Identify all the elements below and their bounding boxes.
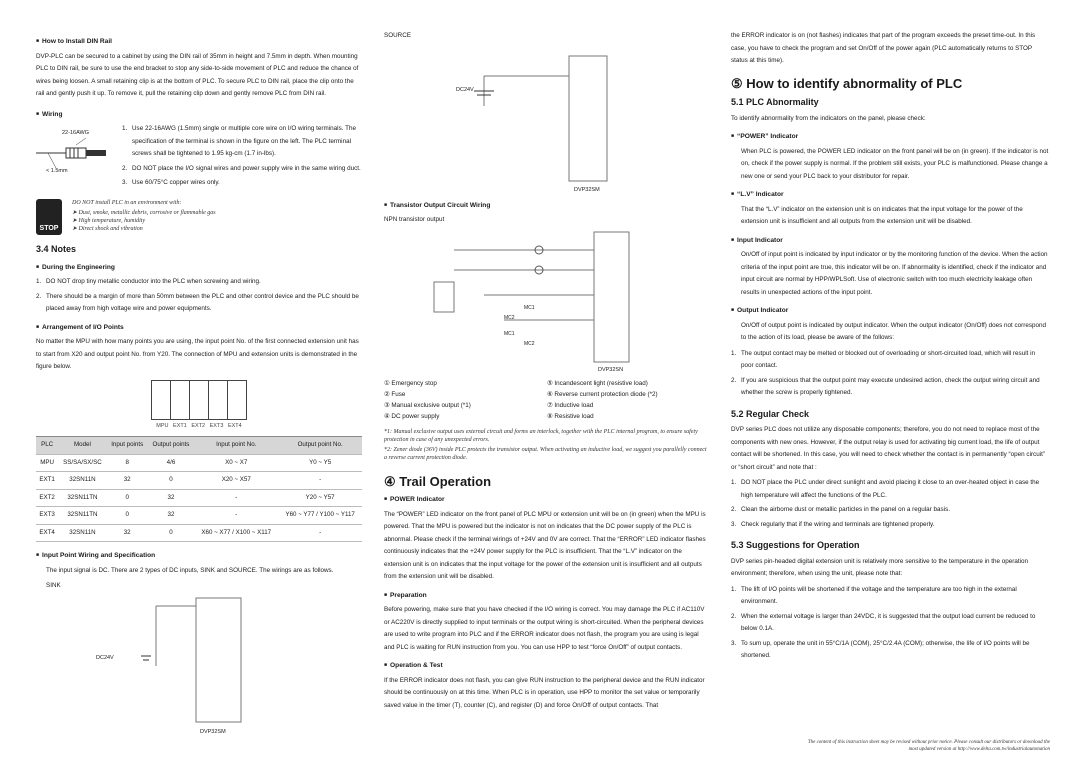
unit-box [209, 380, 228, 420]
stop-sign-icon: STOP [36, 199, 62, 235]
warning-block [36, 199, 362, 235]
output-indicator-text: On/Off of output point is indicated by output indicator. When the output indicator (On/Off) does not correspond to the action of its load, please be aware of the follows: [741, 321, 1046, 341]
unit-box [190, 380, 209, 420]
wiring-item: 3. Use 60/75°C copper wires only. [122, 179, 220, 186]
table-row: EXT4 32SN11N 32 0 X60 ~ X77 / X100 ~ X117 - [36, 524, 362, 542]
column-1 [36, 30, 362, 746]
optest-text: If the ERROR indicator does not flash, you can give RUN instruction to the peripheral device and the RUN indicator should be continuously on at this time. When PLC is in operation, use HPP to monitor the set value or temporarily saved value in the timer (T), counter (C), and register (D) and force On/Off of output contacts. That [384, 676, 705, 709]
section-5-2: 5.2 Regular Check [731, 408, 810, 419]
suggestion-item: 3. To sum up, operate the unit in 55°C/1A (COM), 25°C/2.4A (COM); otherwise, the life of I/O points will be shortened. [731, 639, 1030, 659]
check-item: 3. Check regularly that if the wiring and terminals are tightened properly. [731, 520, 935, 528]
input-indicator-heading: ■ Input Indicator [731, 235, 1049, 248]
wiring-heading: ■ Wiring [36, 109, 362, 122]
power-text: The “POWER” LED indicator on the front panel of PLC MPU or extension unit will be on (in green) when the MPU is powered. That the MPU is powered but the indicator is not on indicates that the DC power supply of the PLC is abnormal. Please check if the terminal wirings of +24V and 0V are correct. That the “ERROR” LED indicator flashes continuously indicates that the +24V power supply for the PLC is insufficient. That the “L.V” indicator on the extension unit is on indicates that the input voltage for the power of the extension unit is insufficient and all outputs from the extension unit will be disabled. [384, 510, 706, 580]
legend-item: ④ DC power supply [384, 412, 440, 420]
abnormality-heading: ⑤ How to identify abnormality of PLC [731, 75, 963, 91]
check-item: 1. DO NOT place the PLC under direct sunlight and avoid placing it close to an over-heated object in case the high temperature will affect the functions of the PLC. [731, 479, 1040, 499]
section-5-1: 5.1 PLC Abnormality [731, 97, 819, 107]
column-3 [731, 30, 1049, 665]
engineering-heading: ■ During the Engineering [36, 262, 362, 275]
engineering-item: 2. There should be a margin of more than 50mm between the PLC and other control device and the PLC should be placed away from high voltage wire and power equipments. [36, 292, 359, 312]
note-1: *1: Manual exclusive output uses external circuit and forms an interlock, together with the PLC internal program, to ensure safety protection in case of any unexpected errors. [384, 428, 698, 443]
wiring-block [36, 123, 362, 193]
section-5-3: 5.3 Suggestions for Operation [731, 540, 860, 550]
input-heading: ■ Input Point Wiring and Specification [36, 550, 362, 563]
output-item: 2. If you are suspicious that the output point may execute undesired action, check the output wiring circuit and whether the screw is properly tightened. [731, 376, 1040, 396]
wiring-list [122, 123, 362, 193]
legend-item: ⑦ Inductive load [547, 401, 594, 409]
wire-mm-label: < 1.5mm [46, 168, 68, 174]
section-5-3-text: DVP series pin-headed digital extension unit is relatively more sensitive to the temperature in the operation environment; therefore, when using the unit, please note that: [731, 557, 1029, 577]
mc-label: MC1 [524, 304, 535, 311]
legend-item: ⑧ Resistive load [547, 412, 594, 420]
warning-item: ➤ Dust, smoke, metallic debris, corrosive or flammable gas [72, 210, 216, 216]
legend-item: ⑥ Reverse current protection diode (*2) [547, 390, 658, 398]
wiring-item: 1. Use 22-16AWG (1.5mm) single or multiple core wire on I/O wiring terminals. The specification of the terminal is shown in the figure on the left. The PLC terminal screws shall be tightened to 1.95 kg-cm (1.7 in-lbs). [122, 125, 356, 157]
wiring-item: 2. DO NOT place the I/O signal wires and power supply wire in the same wiring duct. [122, 164, 361, 172]
power-indicator-heading: ■ “POWER” Indicator [731, 131, 1049, 144]
source-dc-label: DC24V [456, 86, 474, 93]
sink-label: SINK [46, 582, 61, 589]
sink-diagram [96, 596, 296, 746]
source-label: SOURCE [384, 32, 411, 39]
source-diagram [384, 46, 710, 194]
unit-box [228, 380, 247, 420]
lv-indicator-text: That the “L.V” indicator on the extension unit is on indicates that the input voltage for the power of the extension unit is insufficient and all outputs from the extension unit will be disabled. [741, 205, 1023, 225]
prep-text: Before powering, make sure that you have checked if the I/O wiring is correct. You may damage the PLC if AC110V or AC220V is directly supplied to input terminals or the output wiring is short-circuited. When the peripheral devices are used to write program into PLC and if the ERROR indicator does not flash, the program you are using is legal and PLC is waiting for RUN instruction from you. You can use HPP to test “force On/Off” of output contacts. [384, 606, 705, 651]
power-indicator-text: When PLC is powered, the POWER LED indicator on the front panel will be on (in green). If the indicator is not on, check if the power supply is normal. If the problem still exists, your PLC is malfunctioned. Please change a new one or send your PLC back to your distributor for repair. [741, 147, 1049, 180]
lv-indicator-heading: ■ “L.V” Indicator [731, 189, 1049, 202]
warning-list [72, 199, 216, 235]
legend-item: ① Emergency stop [384, 379, 437, 387]
sink-wiring-svg [96, 596, 296, 736]
unit-boxes [151, 380, 247, 420]
output-item: 1. The output contact may be melted or blocked out of overloading or short-circuited load, which will result in poor contact. [731, 349, 1036, 369]
note-2: *2: Zener diode (36V) inside PLC protects the transistor output. When activating an inductive load, we suggest you parallelly connect a reverse current protection diode. [384, 446, 707, 461]
notes-heading: 3.4 Notes [36, 244, 77, 254]
legend-item: ⑤ Incandescent light (resistive load) [547, 379, 648, 387]
prep-heading: ■ Preparation [384, 590, 710, 603]
check-item: 2. Clean the airborne dust or metallic particles in the panel on a regular basis. [731, 506, 950, 513]
input-indicator-text: On/Off of input point is indicated by input indicator or by the monitoring function of the device. When the action criteria of the input point are true, this indicator will be on. If abnormality is identified, check if the indicator and input circuit are normal by HPP/WPLSoft. Use of electronic switch with too much electricity leakage often results in unexpected actions of the input point. [741, 251, 1048, 296]
din-text: DVP-PLC can be secured to a cabinet by using the DIN rail of 35mm in height and 7.5mm in depth. When mounting PLC to DIN rail, be sure to use the end bracket to stop any side-to-side movement of PLC and reduce the chance of wires being loosen. A small retaining clip is at the bottom of PLC. To secure PLC to DIN rail, place the clip onto the rail and gently push it up. To remove it, pull the retaining clip down and gently remove PLC from DIN rail. [36, 52, 359, 97]
din-heading: ■ How to Install DIN Rail [36, 36, 362, 49]
sink-model-label: DVP32SM [200, 728, 226, 735]
table-row: MPU SS/SA/SX/SC 8 4/6 X0 ~ X7 Y0 ~ Y5 [36, 454, 362, 472]
section-5-2-text: DVP series PLC does not utilize any disposable components; therefore, you do not need to replace most of the components with new ones. However, if the output relay is used for activating big current load, the life of output contact will be shortened. In this case, you will need to check whether the contact is in permanently “open circuit” or “short circuit” and note that : [731, 426, 1045, 471]
table-row: EXT3 32SN11TN 0 32 - Y60 ~ Y77 / Y100 ~ Y117 [36, 507, 362, 525]
column-2 [384, 30, 710, 715]
arrangement-text: No matter the MPU with how many points you are using, the input point No. of the first connected extension unit has to start from X20 and output point No. from Y20. The connection of MPU and extension units is demonstrated in the figure below. [36, 338, 359, 370]
footer-note: The content of this instruction sheet may be revised without prior notice. Please consult our distributors or download the most updated version at http://www.delta.com.tw/industrialautomation [807, 740, 1050, 752]
power-heading: ■ POWER Indicator [384, 494, 710, 507]
wire-figure [36, 123, 116, 193]
unit-box [171, 380, 190, 420]
unit-box [151, 380, 171, 420]
warning-item: ➤ Direct shock and vibration [72, 226, 143, 232]
arrangement-heading: ■ Arrangement of I/O Points [36, 322, 362, 335]
legend [384, 378, 710, 422]
npn-label: NPN transistor output [384, 216, 445, 223]
npn-diagram [384, 230, 710, 372]
mc-label: MC2 [524, 340, 535, 347]
optest-heading: ■ Operation & Test [384, 660, 710, 673]
npn-model-label: DVP32SN [598, 366, 624, 373]
legend-item: ③ Manual exclusive output (*1) [384, 401, 471, 409]
suggestion-item: 2. When the external voltage is larger than 24VDC, it is suggested that the output load current be reduced to below 0.1A. [731, 612, 1036, 632]
mc-label: MC1 [504, 330, 515, 337]
legend-item: ② Fuse [384, 390, 406, 398]
io-table [36, 436, 362, 542]
sink-dc-label: DC24V [96, 654, 114, 661]
unit-diagram [36, 380, 362, 420]
output-indicator-heading: ■ Output Indicator [731, 305, 1049, 318]
source-model-label: DVP32SM [574, 186, 600, 193]
source-wiring-svg [384, 46, 710, 194]
transistor-heading: ■ Transistor Output Circuit Wiring [384, 200, 710, 213]
input-text: The input signal is DC. There are 2 types of DC inputs, SINK and SOURCE. The wirings are as follows. [46, 566, 334, 574]
section-5-1-text: To identify abnormality from the indicators on the panel, please check: [731, 114, 926, 122]
engineering-item: 1. DO NOT drop tiny metallic conductor into the PLC when screwing and wiring. [36, 278, 261, 285]
suggestion-item: 1. The lift of I/O points will be shortened if the voltage and the temperature are too high in the external environment. [731, 585, 1017, 605]
warning-title: DO NOT install PLC in an environment with: [72, 200, 182, 206]
wire-awg-label: 22-16AWG [62, 130, 90, 136]
trail-heading: ④ Trail Operation [384, 473, 492, 489]
unit-labels: MPU EXT1 EXT2 EXT3 EXT4 [156, 422, 242, 429]
table-row: EXT2 32SN11TN 0 32 - Y20 ~ Y57 [36, 489, 362, 507]
mc-label: MC2 [504, 314, 515, 321]
notes-block [384, 428, 710, 462]
warning-item: ➤ High temperature, humidity [72, 218, 146, 224]
npn-wiring-svg [384, 230, 710, 372]
error-text: the ERROR indicator is on (not flashes) indicates that part of the program exceeds the preset time-out. In this case, you have to check the program and set On/Off of the power again (PLC automatically returns to STOP status at this time). [731, 32, 1036, 64]
table-header-row: PLC Model Input points Output points Input point No. Output point No. [36, 437, 362, 455]
table-row: EXT1 32SN11N 32 0 X20 ~ X57 - [36, 472, 362, 490]
